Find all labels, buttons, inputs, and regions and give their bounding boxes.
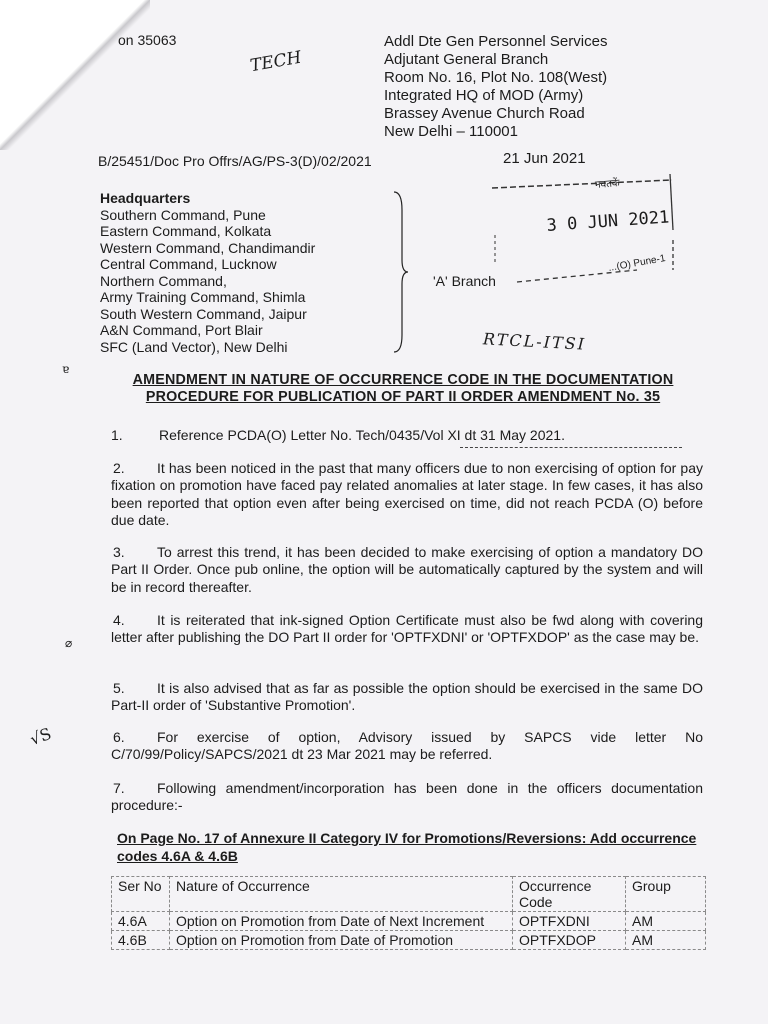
paragraph-text: It is reiterated that ink-signed Option Certificate must also be fwd along with covering letter after publishing the DO Part II order for 'OPTFXDNI' or 'OPTFXDOP' as the case may be. [111, 612, 703, 646]
letter-date: 21 Jun 2021 [503, 150, 586, 167]
table-header-row [112, 877, 706, 912]
paragraph-number: 5. [113, 680, 125, 696]
paragraph-text: It is also advised that as far as possible the option should be exercised in the same DO Part-II order of 'Substantive Promotion'. [111, 680, 703, 714]
paragraph-text: It has been noticed in the past that many officers due to non exercising of option for pay fixation on promotion have faced pay related anomalies at later stage. In few cases, it has also been reported that option even after being exercised on time, did not reach PCDA (O) before due date. [111, 460, 703, 528]
paragraph-number: 2. [113, 460, 125, 476]
handwritten-tech-note: TECH [248, 47, 303, 77]
paragraph-2 [111, 460, 703, 529]
paragraph-number: 3. [113, 544, 125, 560]
recipient: SFC (Land Vector), New Delhi [100, 338, 288, 355]
recipient: South Western Command, Jaipur [100, 305, 307, 322]
address-line: Room No. 16, Plot No. 108(West) [384, 69, 608, 86]
handwritten-rtcl-note: RTCL-ITSI [482, 329, 587, 354]
recipient: Eastern Command, Kolkata [100, 223, 272, 239]
table-cell: AM [626, 931, 706, 950]
paragraph-text: Following amendment/incorporation has been done in the officers documentation procedure:- [111, 780, 703, 814]
table-header: Group [626, 877, 706, 912]
document-heading: AMENDMENT IN NATURE OF OCCURRENCE CODE IN THE DOCUMENTATION PROCEDURE FOR PUBLICATION OF PART II ORDER AMENDMENT No. 35 [132, 372, 674, 405]
occurrence-code-table [111, 876, 706, 950]
sender-address [384, 33, 607, 141]
paragraph-number: 7. [113, 780, 125, 796]
recipient: Southern Command, Pune [100, 206, 266, 223]
table-cell: 4.6A [112, 912, 170, 931]
handwritten-underline [460, 447, 682, 448]
recipient: Army Training Command, Shimla [100, 289, 306, 305]
branch-label: 'A' Branch [433, 273, 496, 289]
paragraph-text: For exercise of option, Advisory issued by SAPCS vide letter No C/70/99/Policy/SAPCS/2021 dt 23 Mar 2021 may be referred. [111, 729, 703, 763]
paragraph-text: To arrest this trend, it has been decided to make exercising of option a mandatory DO Part II Order. Once pub online, the option will be automatically captured by the system and will be in record thereafter. [111, 544, 703, 595]
paragraph-7 [111, 780, 703, 815]
paragraph-number: 4. [113, 612, 125, 628]
handwritten-mark: ⌀ [65, 636, 73, 650]
paragraph-5 [111, 680, 703, 715]
table-header: Occurrence Code [513, 877, 626, 912]
recipients-block [100, 190, 315, 355]
annexure-subheading: On Page No. 17 of Annexure II Category IV for Promotions/Reversions: Add occurrence codes 4.6A & 4.6B [117, 830, 697, 864]
recipient: Central Command, Lucknow [100, 256, 277, 272]
address-line: Brassey Avenue Church Road [384, 105, 585, 122]
letter-reference: B/25451/Doc Pro Offrs/AG/PS-3(D)/02/2021 [98, 153, 372, 169]
address-line: Adjutant General Branch [384, 51, 549, 68]
paragraph-3 [111, 544, 703, 596]
stamp-footer: ...(O) Pune-1 [607, 253, 667, 274]
paragraph-6 [111, 729, 703, 764]
address-line: Integrated HQ of MOD (Army) [384, 87, 584, 104]
table-row [112, 931, 706, 950]
doc-number: on 35063 [118, 32, 177, 48]
recipient: A&N Command, Port Blair [100, 322, 263, 338]
handwritten-mark: √S [27, 723, 54, 750]
handwritten-mark: ɐ [62, 362, 70, 376]
paragraph-4 [111, 612, 703, 647]
paragraph-1 [111, 427, 703, 444]
paragraph-text: Reference PCDA(O) Letter No. Tech/0435/Vol XI dt 31 May 2021. [159, 427, 565, 443]
table-cell: Option on Promotion from Date of Next Increment [170, 912, 513, 931]
table-cell: 4.6B [112, 931, 170, 950]
address-line: New Delhi – 110001 [384, 123, 518, 140]
curly-brace [392, 190, 412, 355]
recipient: Western Command, Chandimandir [100, 239, 316, 256]
table-cell: OPTFXDNI [513, 912, 626, 931]
address-line: Addl Dte Gen Personnel Services [384, 33, 608, 50]
table-cell: AM [626, 912, 706, 931]
paragraph-number: 1. [111, 427, 123, 443]
recipient: Northern Command, [100, 272, 227, 289]
paragraph-number: 6. [113, 729, 125, 745]
table-row [112, 912, 706, 931]
stamp-header: नवतकें [594, 177, 621, 192]
recipients-title: Headquarters [100, 190, 191, 206]
table-cell: OPTFXDOP [513, 931, 626, 950]
folded-corner [0, 0, 150, 150]
stamp-date: 3 0 JUN 2021 [546, 207, 670, 236]
table-header: Ser No [112, 877, 170, 912]
table-header: Nature of Occurrence [170, 877, 513, 912]
table-cell: Option on Promotion from Date of Promotion [170, 931, 513, 950]
